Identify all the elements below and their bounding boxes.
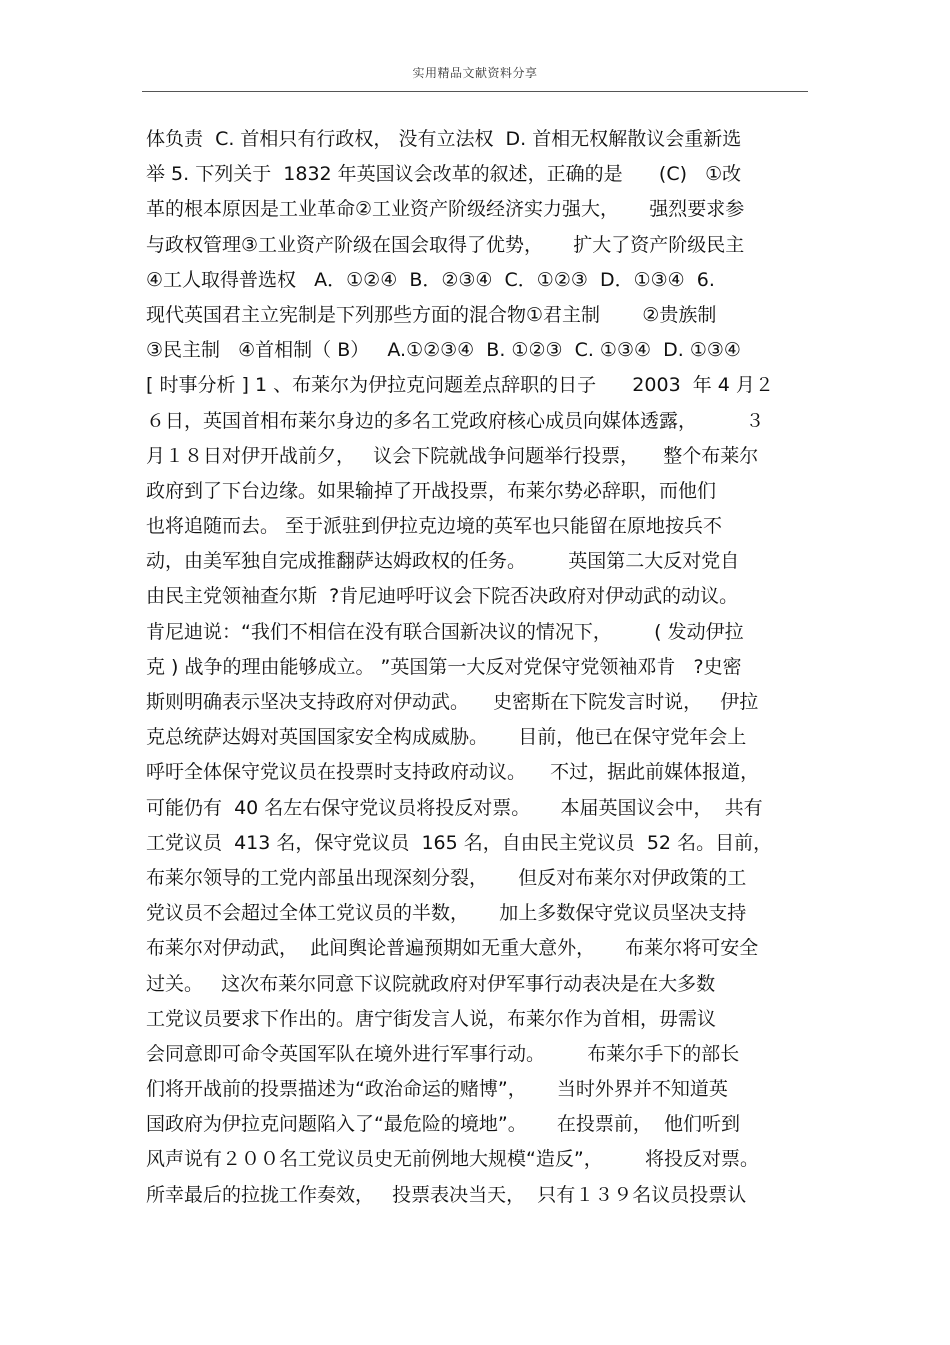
text-line: 所幸最后的拉拢工作奏效， 投票表决当天， 只有１３９名议员投票认 [146,1183,747,1206]
text-line: 布莱尔对伊动武， 此间舆论普遍预期如无重大意外， 布莱尔将可安全 [146,937,759,960]
text-line: 克 ) 战争的理由能够成立。 ”英国第一大反对党保守党领袖邓肯 ?史密 [146,655,742,678]
text-line: 过关。 这次布莱尔同意下议院就政府对伊军事行动表决是在大多数 [146,972,716,995]
text-line: 现代英国君主立宪制是下列那些方面的混合物①君主制 ②贵族制 [146,303,717,326]
text-line: ６日，英国首相布莱尔身边的多名工党政府核心成员向媒体透露， ３ [146,409,765,432]
text-line: 工党议员 413 名，保守党议员 165 名，自由民主党议员 52 名。目前， [146,831,773,854]
text-line: 革的根本原因是工业革命②工业资产阶级经济实力强大， 强烈要求参 [146,198,745,221]
text-line: ④工人取得普选权 A．①②④ B．②③④ C．①②③ D．①③④ 6. [146,268,715,291]
text-line: 与政权管理③工业资产阶级在国会取得了优势， 扩大了资产阶级民主 [146,233,745,256]
text-line: ③民主制 ④首相制（ B） A.①②③④ B. ①②③ C. ①③④ D. ①③④ [146,339,741,362]
text-line: 也将追随而去。 至于派驻到伊拉克边境的英军也只能留在原地按兵不 [146,515,723,538]
text-line: 风声说有２００名工党议员史无前例地大规模“造反”， 将投反对票。 [146,1148,759,1171]
text-line: 工党议员要求下作出的。唐宁街发言人说，布莱尔作为首相，毋需议 [146,1007,717,1030]
text-line: 举 5. 下列关于 1832 年英国议会改革的叙述，正确的是 (C) ①改 [146,163,742,186]
text-line: 斯则明确表示坚决支持政府对伊动武。 史密斯在下院发言时说， 伊拉 [146,691,759,713]
page-header: 实用精品文献资料分享 [412,66,538,80]
text-line: 体负责 C. 首相只有行政权， 没有立法权 D. 首相无权解散议会重新选 [146,128,742,150]
text-line: 月１８日对伊开战前夕， 议会下院就战争问题举行投票， 整个布莱尔 [146,444,759,467]
text-line: 可能仍有 40 名左右保守党议员将投反对票。 本届英国议会中， 共有 [146,796,763,819]
text-line: 国政府为伊拉克问题陷入了“最危险的境地”。 在投票前， 他们听到 [146,1113,740,1136]
document-body [146,122,846,1213]
text-line: 动，由美军独自完成推翻萨达姆政权的任务。 英国第二大反对党自 [146,550,740,573]
text-line: 们将开战前的投票描述为“政治命运的赌博”， 当时外界并不知道英 [146,1078,728,1101]
text-line: 肯尼迪说：“我们不相信在没有联合国新决议的情况下， ( 发动伊拉 [146,620,744,643]
text-line: 由民主党领袖查尔斯 ?肯尼迪呼吁议会下院否决政府对伊动武的动议。 [146,585,739,608]
text-line: [ 时事分析 ] 1 、布莱尔为伊拉克问题差点辞职的日子 2003 年 4 月２ [146,374,774,397]
text-line: 政府到了下台边缘。如果输掉了开战投票，布莱尔势必辞职，而他们 [146,479,717,502]
text-line: 布莱尔领导的工党内部虽出现深刻分裂， 但反对布莱尔对伊政策的工 [146,866,747,889]
text-line: 党议员不会超过全体工党议员的半数， 加上多数保守党议员坚决支持 [146,902,747,925]
text-line: 呼吁全体保守党议员在投票时支持政府动议。 不过，据此前媒体报道， [146,761,760,784]
text-line: 会同意即可命令英国军队在境外进行军事行动。 布莱尔手下的部长 [146,1042,740,1065]
text-line: 克总统萨达姆对英国国家安全构成威胁。 目前，他已在保守党年会上 [146,726,747,749]
header-divider [142,91,808,92]
